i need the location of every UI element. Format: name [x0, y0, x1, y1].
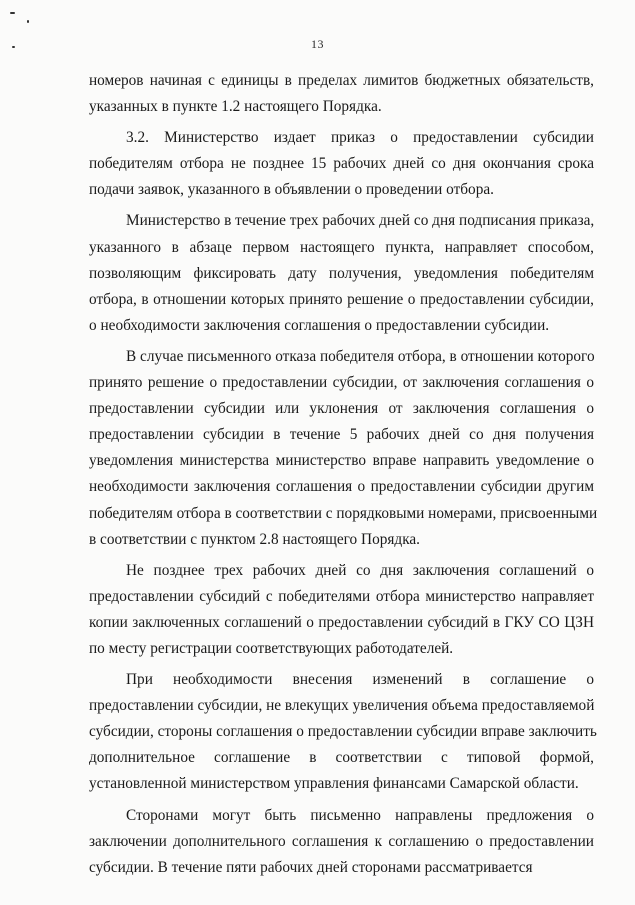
scan-mark [27, 20, 29, 23]
text-line: победителям отбора в соответствии с порядковыми номерами, присвоенными [89, 504, 598, 522]
paragraph [89, 667, 597, 797]
text-line: необходимости заключения соглашения о предоставлении субсидии другим [89, 478, 594, 496]
text-line: Не позднее трех рабочих дней со дня заключения соглашений о [126, 561, 594, 579]
paragraph [89, 344, 598, 553]
text-line: Сторонами могут быть письменно направлены предложения о [126, 806, 594, 824]
text-line: предоставлении субсидий с победителями отбора министерство направляет [89, 587, 594, 605]
text-line: заключении дополнительного соглашения к соглашению о предоставлении [89, 832, 594, 850]
text-line: Министерство в течение трех рабочих дней со дня подписания приказа, [126, 212, 595, 230]
text-line: копии заключенных соглашений о предоставлении субсидий в ГКУ СО ЦЗН [89, 613, 594, 631]
text-line: о необходимости заключения соглашения о предоставлении субсидии. [89, 316, 550, 334]
text-line: победителям отбора не позднее 15 рабочих дней со дня окончания срока [89, 155, 594, 173]
text-line: предоставлении субсидии в течение 5 рабочих дней со дня получения [89, 426, 594, 444]
paragraph [89, 125, 594, 203]
text-line: При необходимости внесения изменений в соглашение о [126, 671, 594, 689]
text-line: предоставлении субсидии, не влекущих увеличения объема предоставляемой [89, 697, 595, 715]
text-line: уведомления министерства министерство вправе направить уведомление о [89, 452, 594, 470]
text-line: подачи заявок, указанного в объявлении о проведении отбора. [89, 181, 494, 199]
text-line: предоставлении субсидии или уклонения от заключения соглашения о [89, 400, 594, 418]
text-line: позволяющим фиксировать дату получения, уведомления победителям [89, 264, 594, 282]
page-number: 13 [311, 37, 324, 51]
paragraph [89, 208, 594, 338]
text-line: в соответствии с пунктом 2.8 настоящего Порядка. [89, 530, 421, 548]
text-line: субсидии. В течение пяти рабочих дней сторонами рассматривается [89, 858, 533, 876]
document-body [89, 68, 598, 881]
text-line: принято решение о предоставлении субсидии, от заключения соглашения о [89, 374, 594, 392]
text-line: по месту регистрации соответствующих работодателей. [89, 639, 454, 657]
text-line: указанного в абзаце первом настоящего пункта, направляет способом, [89, 238, 594, 256]
paragraph [89, 558, 594, 662]
text-line: дополнительное соглашение в соответствии с типовой формой, [89, 749, 594, 767]
text-line: указанных в пункте 1.2 настоящего Порядка. [89, 98, 382, 116]
text-line: субсидии, стороны соглашения о предоставлении субсидии вправе заключить [89, 723, 597, 741]
text-line: установленной министерством управления финансами Самарской области. [89, 775, 579, 793]
text-line: В случае письменного отказа победителя отбора, в отношении которого [126, 347, 595, 365]
text-line: отбора, в отношении которых принято решение о предоставлении субсидии, [89, 290, 594, 308]
text-line: номеров начиная с единицы в пределах лимитов бюджетных обязательств, [89, 72, 594, 89]
paragraph [89, 803, 594, 881]
paragraph [89, 68, 594, 120]
scan-mark [10, 12, 15, 14]
text-line: 3.2. Министерство издает приказ о предоставлении субсидии [126, 129, 594, 147]
